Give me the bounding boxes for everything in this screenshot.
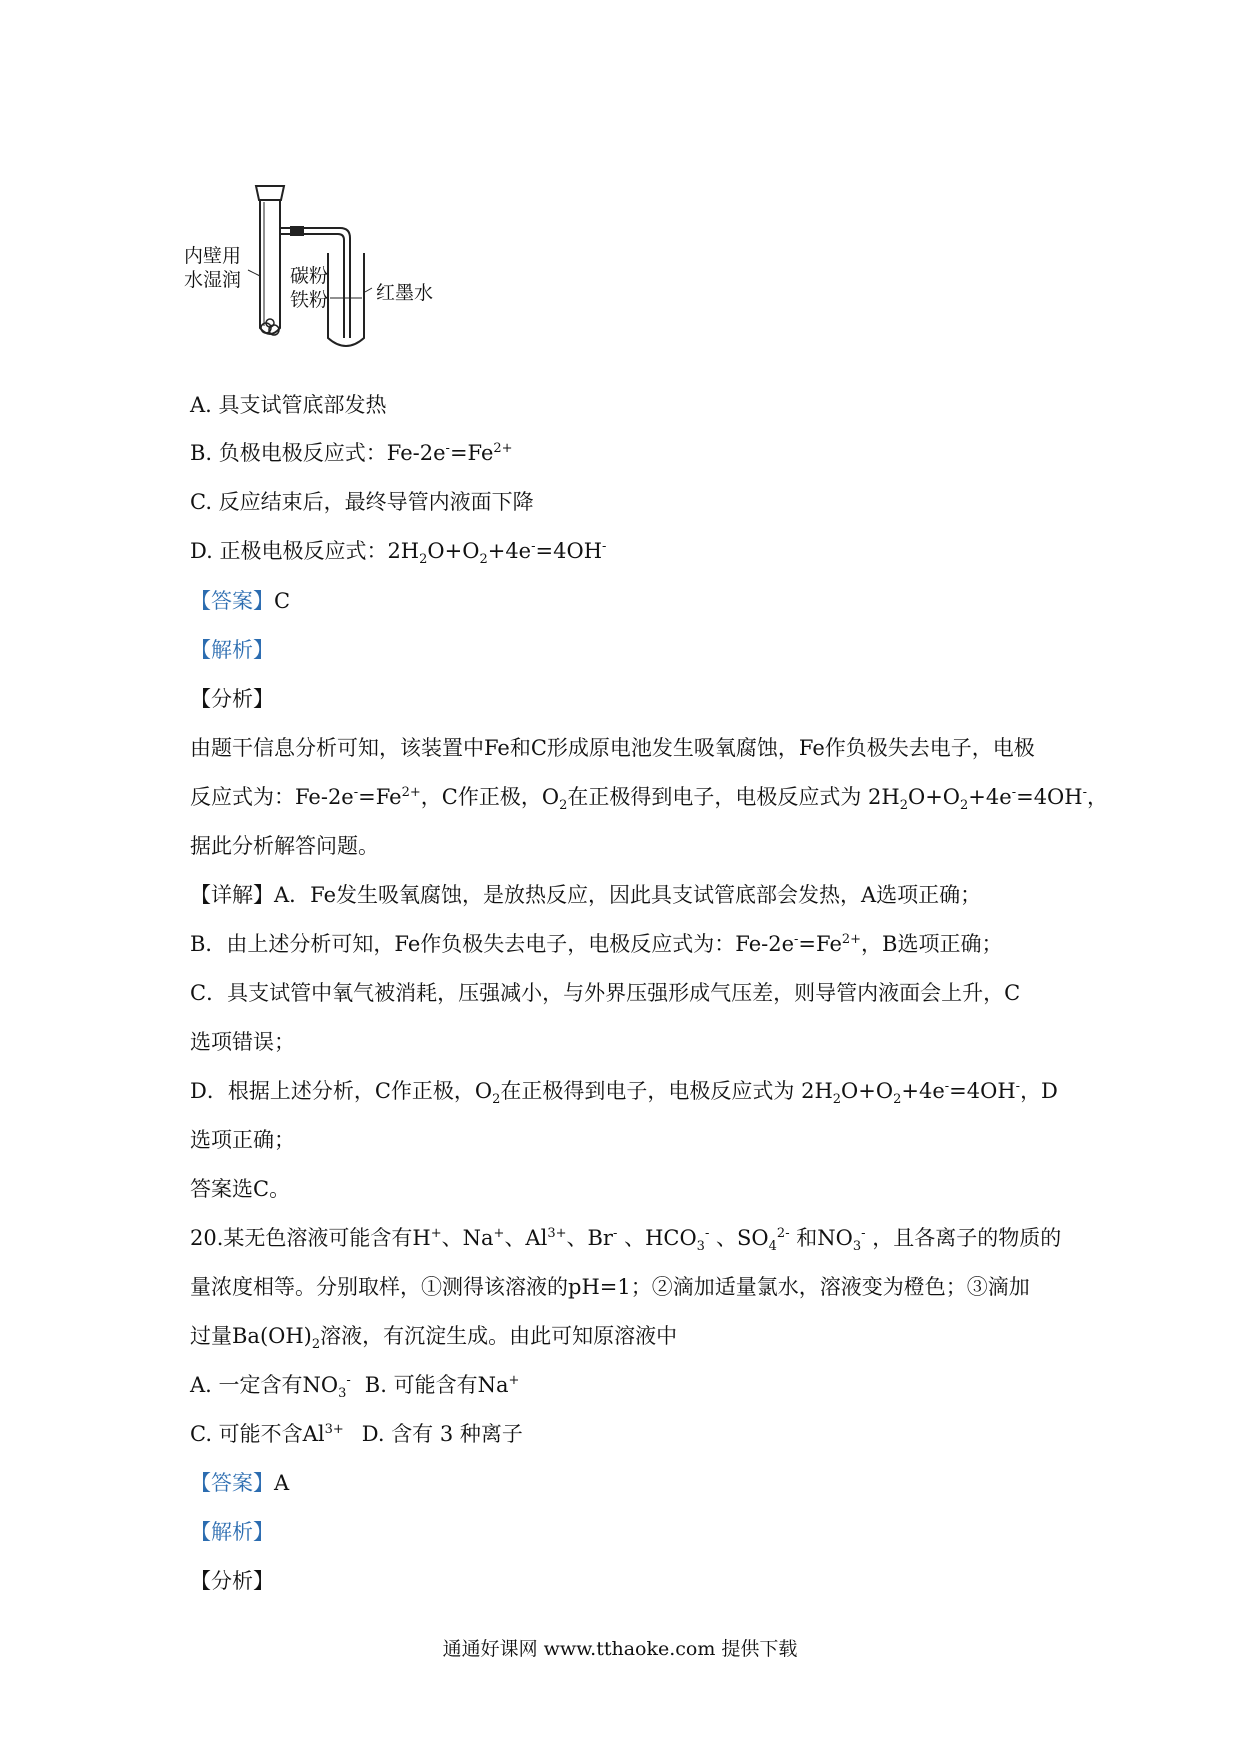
q19-d5a: D．根据上述分析，C作正极，O: [190, 1079, 493, 1103]
page-footer: 通通好课网 www.tthaoke.com 提供下载: [442, 1638, 798, 1660]
label-wall-line2: 水湿润: [184, 269, 242, 291]
q19-option-b-text: B. 负极电极反应式：Fe-2e: [190, 441, 446, 465]
q20-optc-sup: 3+: [324, 1422, 344, 1437]
q19-option-b-charge: 2+: [493, 441, 513, 456]
q19-option-b-e: -: [445, 441, 450, 456]
q20-sup-so4: 2-: [776, 1226, 790, 1241]
q19-p2f: +4e: [968, 785, 1012, 809]
q19-analysis-line1: 由题干信息分析可知，该装置中Fe和C形成原电池发生吸氧腐蚀，Fe作负极失去电子，电极: [190, 736, 1035, 760]
q20-s1h: ，且各离子的物质的: [865, 1226, 1062, 1250]
label-powders: [290, 264, 328, 312]
q20-sup-br: -: [612, 1226, 618, 1241]
q20-s3a: 过量Ba(OH): [190, 1324, 312, 1348]
q19-option-d-sub1: 2: [419, 552, 428, 568]
q20-sup-na: +: [493, 1226, 505, 1241]
label-ink: 红墨水: [376, 282, 434, 304]
q19-d5d: +4e: [901, 1079, 945, 1103]
q19-p2c: ，C作正极，O: [420, 785, 560, 809]
q20-option-c: C. 可能不含Al: [190, 1422, 325, 1446]
q19-d5c: O+O: [841, 1079, 894, 1103]
q19-option-a: A. 具支试管底部发热: [190, 393, 387, 417]
q20-s1c: 、Al: [504, 1226, 548, 1250]
q19-d5-sub-h: 2: [832, 1092, 842, 1108]
q20-stem-line2: 量浓度相等。分别取样，①测得该溶液的pH=1；②滴加适量氯水，溶液变为橙色；③滴加: [190, 1275, 1030, 1299]
q20-sup-no3: -: [861, 1226, 866, 1241]
q19-d5f: ，D: [1020, 1079, 1058, 1103]
q19-d5b: 在正极得到电子，电极反应式为 2H: [500, 1079, 833, 1103]
q19-analysis-tag: 【解析】: [190, 638, 274, 662]
q19-p2g: =4OH: [1016, 785, 1083, 809]
q20-sub-no3: 3: [852, 1239, 862, 1255]
label-wall: [184, 244, 241, 292]
q19-detail-c1: C．具支试管中氧气被消耗，压强减小，与外界压强形成气压差，则导管内液面会上升，C: [190, 981, 1021, 1005]
q19-d5e: =4OH: [949, 1079, 1016, 1103]
q19-detail-a: 【详解】A．Fe发生吸氧腐蚀，是放热反应，因此具支试管底部会发热，A选项正确；: [190, 883, 982, 907]
q20-fenxi-tag: 【分析】: [190, 1569, 274, 1593]
q20-option-b: B. 可能含有Na: [364, 1373, 509, 1397]
label-carbon: 碳粉: [290, 265, 329, 287]
q20-options-ab: [190, 1370, 519, 1400]
q20-sub-so4: 4: [768, 1239, 777, 1255]
q19-p2-sub-h: 2: [899, 798, 908, 814]
q19-p2-charge: 2+: [401, 785, 421, 800]
q19-d5-e: -: [944, 1079, 950, 1094]
q19-analysis-line2: [190, 782, 1108, 812]
q19-option-d: [190, 536, 606, 566]
q19-p2-sub-o: 2: [559, 798, 568, 814]
q20-stem-line1: [190, 1223, 1061, 1253]
q19-p2h: ，: [1087, 785, 1108, 809]
q19-detail-b: [190, 929, 1002, 959]
q19-d5-oh: -: [1015, 1079, 1021, 1094]
q19-detail-d2: 选项正确；: [190, 1128, 295, 1152]
q19-answer-tag: 【答案】: [190, 589, 274, 613]
q19-detail-c2: 选项错误；: [190, 1030, 295, 1054]
q20-stem-line3: [190, 1321, 677, 1351]
q19-p2-e2: -: [1011, 785, 1017, 800]
q19-d2c: ，B选项正确；: [861, 932, 1003, 956]
q19-p2-e: -: [353, 785, 359, 800]
q19-option-d-mid: +4e: [487, 539, 532, 563]
q19-detail-d1: [190, 1076, 1058, 1106]
q20-sup-h: +: [430, 1226, 442, 1241]
q19-d2-e: -: [794, 932, 799, 947]
q20-option-d: D. 含有 3 种离子: [361, 1422, 523, 1446]
q20-s1b: 、Na: [441, 1226, 494, 1250]
q19-p2e: O+O: [907, 785, 961, 809]
q19-option-d-sub2: 2: [479, 552, 488, 568]
apparatus-figure: [184, 178, 470, 358]
q20-answer: [190, 1468, 289, 1498]
q19-option-b-mid: =Fe: [449, 441, 494, 465]
q19-option-c: C. 反应结束后，最终导管内液面下降: [190, 490, 534, 514]
q19-final-answer: 答案选C。: [190, 1177, 291, 1201]
q20-answer-tag: 【答案】: [190, 1471, 274, 1495]
q20-s1e: 、HCO: [617, 1226, 697, 1250]
q19-p2-sub-o2: 2: [960, 798, 969, 814]
label-iron: 铁粉: [290, 289, 329, 311]
q19-option-d-end: =4OH: [535, 539, 603, 563]
q20-s1g: 和NO: [789, 1226, 853, 1250]
q19-fenxi-tag: 【分析】: [190, 687, 274, 711]
q19-option-d-charge: -: [602, 539, 607, 554]
q20-option-a: A. 一定含有NO: [190, 1373, 339, 1397]
q20-opta-sub: 3: [338, 1386, 347, 1402]
q19-d5-sub-o2: 2: [893, 1092, 902, 1108]
q20-sub-hco3: 3: [696, 1239, 705, 1255]
q20-s1f: 、SO: [709, 1226, 769, 1250]
q20-analysis-tag: 【解析】: [190, 1520, 274, 1544]
q19-analysis-line3: 据此分析解答问题。: [190, 834, 379, 858]
q19-p2a: 反应式为：Fe-2e: [190, 785, 354, 809]
q19-p2d: 在正极得到电子，电极反应式为 2H: [567, 785, 900, 809]
q19-option-d-e: -: [531, 539, 536, 554]
q20-sup-hco3: -: [704, 1226, 710, 1241]
q19-option-d-text: D. 正极电极反应式：2H: [190, 539, 420, 563]
q20-sup-al: 3+: [547, 1226, 567, 1241]
q20-optb-sup: +: [508, 1373, 520, 1388]
label-wall-line1: 内壁用: [184, 245, 242, 267]
q19-d2b: =Fe: [798, 932, 842, 956]
q20-opta-sup: -: [346, 1373, 351, 1388]
q20-answer-value: A: [274, 1471, 290, 1495]
q20-options-cd: [190, 1419, 523, 1449]
q20-sub-baoh: 2: [311, 1337, 321, 1353]
q19-option-b: [190, 438, 513, 468]
q20-s1d: 、Br: [566, 1226, 613, 1250]
q19-option-d-o: O+O: [427, 539, 480, 563]
q19-answer: [190, 586, 290, 616]
q19-p2b: =Fe: [358, 785, 402, 809]
q20-s1a: 20.某无色溶液可能含有H: [190, 1226, 431, 1250]
q19-d2a: B．由上述分析可知，Fe作负极失去电子，电极反应式为：Fe-2e: [190, 932, 795, 956]
q19-d2-charge: 2+: [841, 932, 862, 947]
q19-answer-value: C: [274, 589, 291, 613]
q19-d5-sub-o: 2: [492, 1092, 501, 1108]
q19-p2-oh: -: [1082, 785, 1087, 800]
q20-s3b: 溶液，有沉淀生成。由此可知原溶液中: [320, 1324, 678, 1348]
